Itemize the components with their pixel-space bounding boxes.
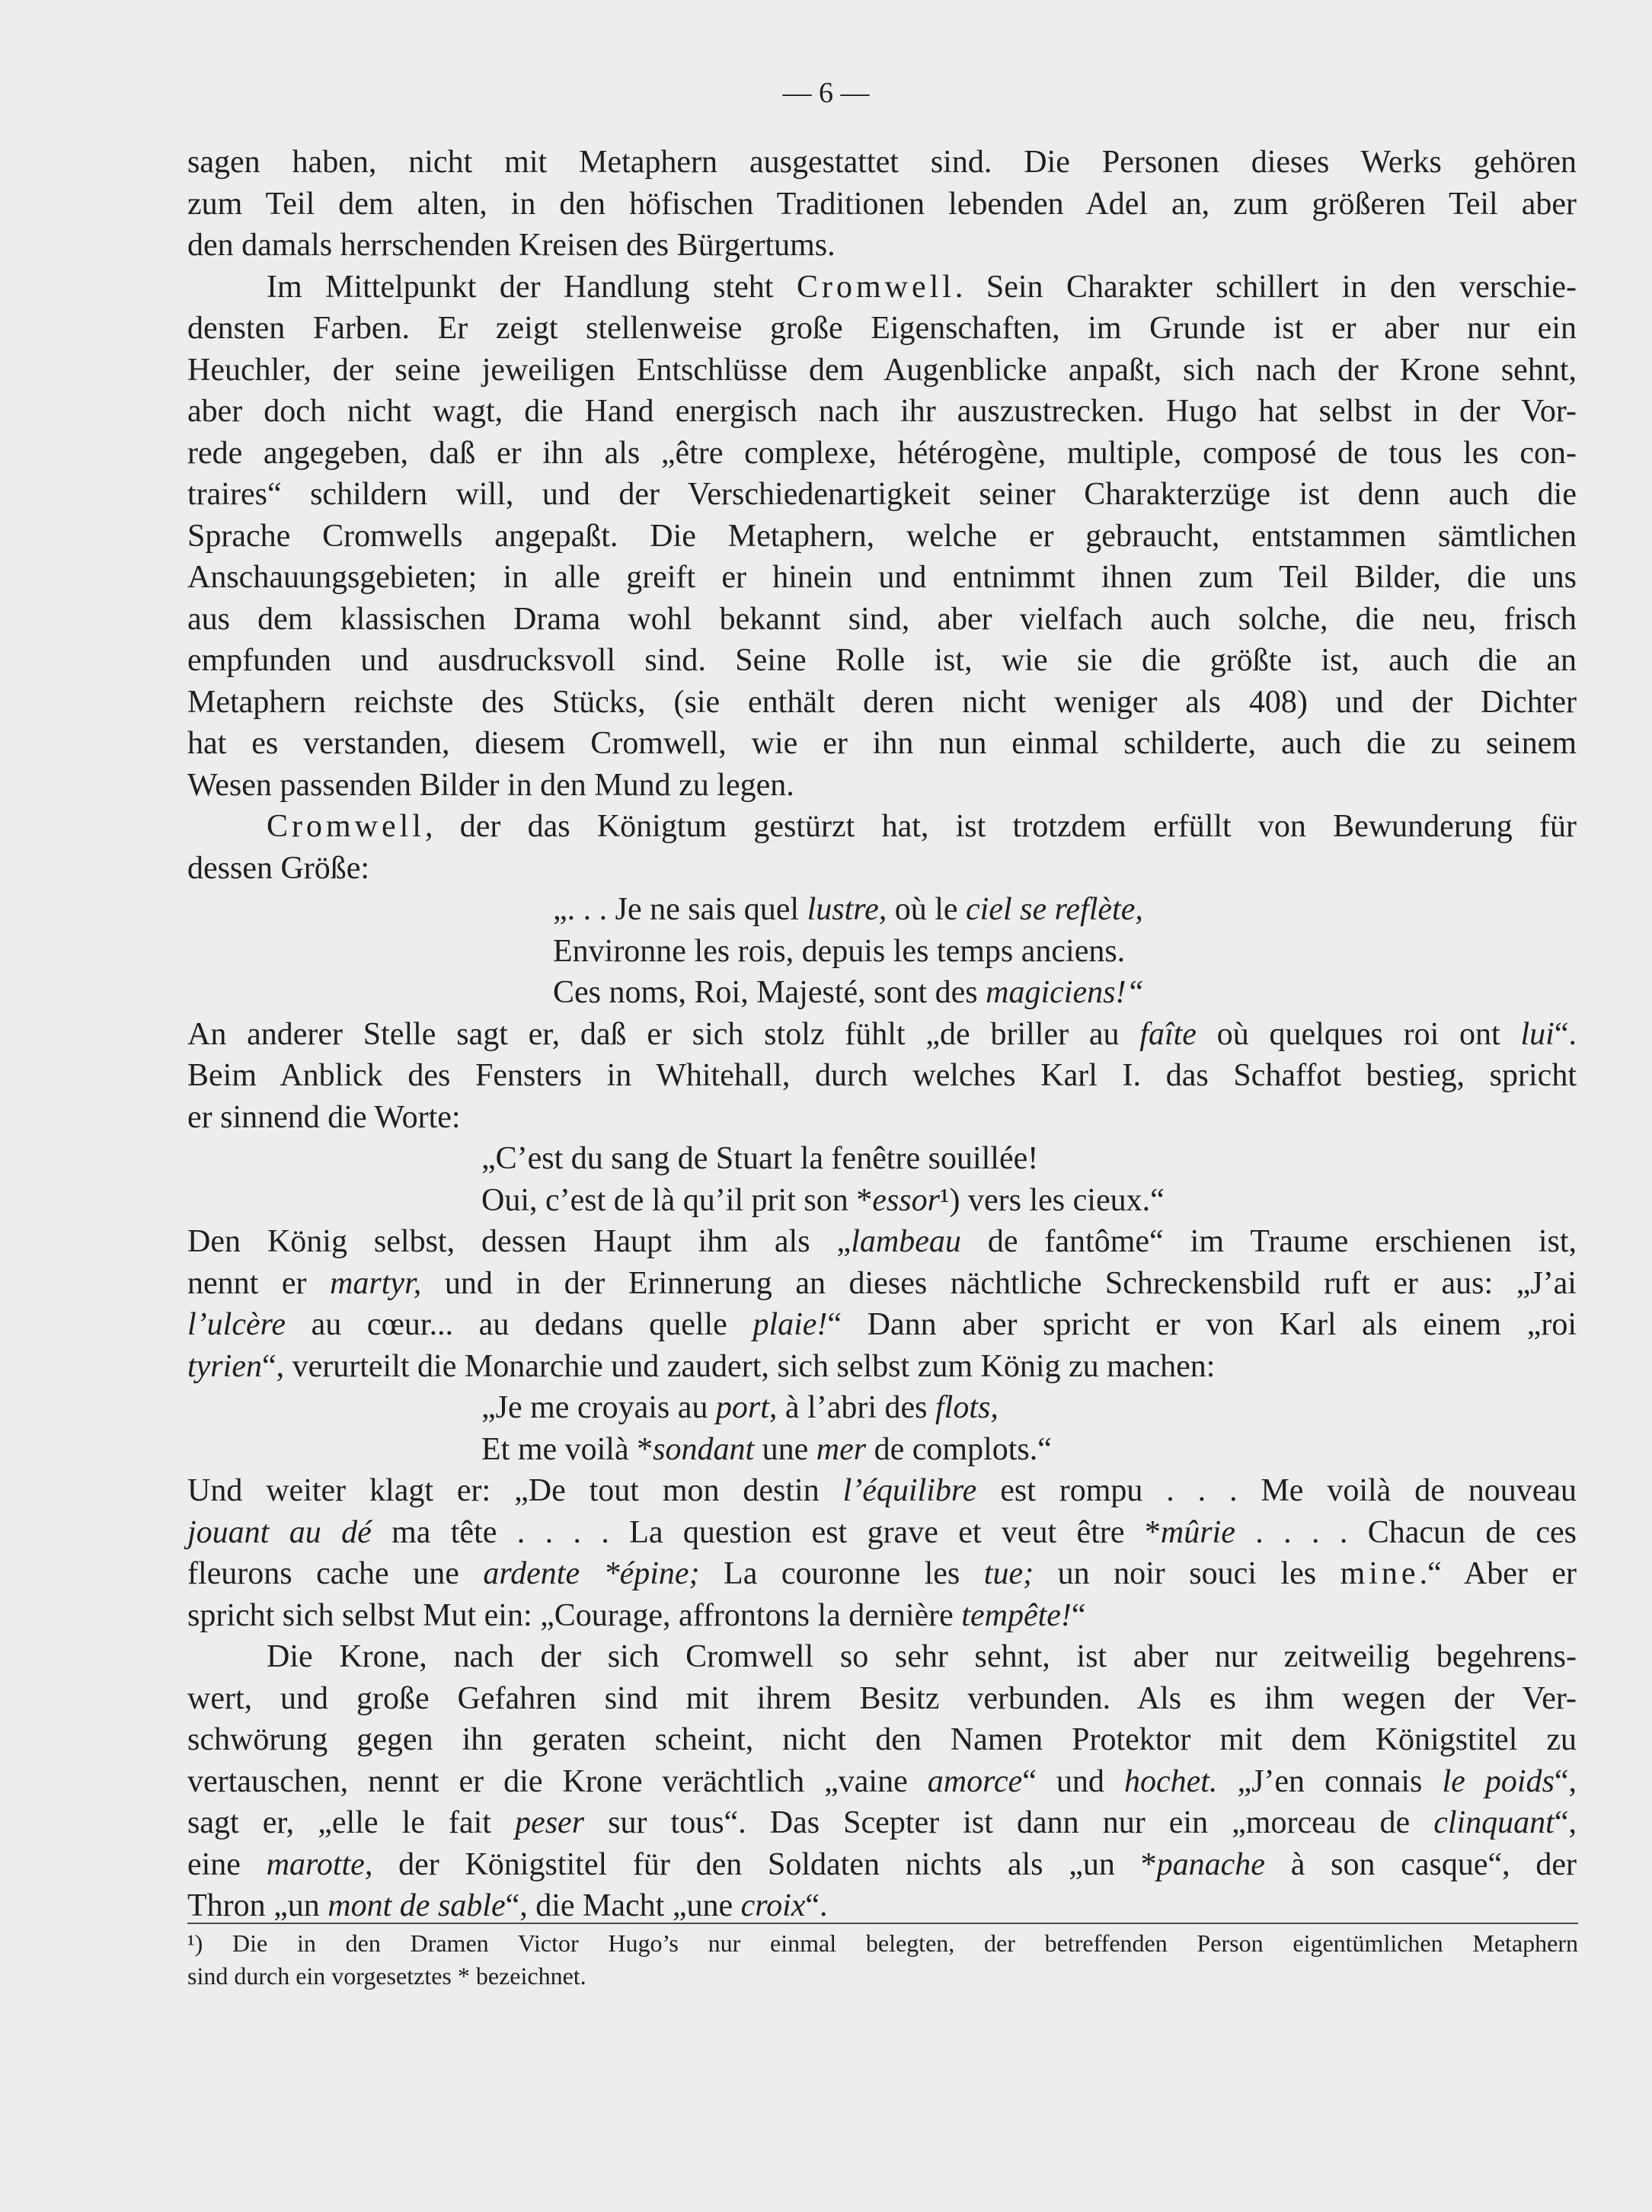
verse-line: „. . . Je ne sais quel lustre, où le ciel se reflète, [553,892,1143,927]
text-line: Beim Anblick des Fensters in Whitehall, durch welches Karl I. das Schaffot bestieg, spricht [187,1058,1577,1093]
body-text [187,142,1577,1927]
text-line: Die Krone, nach der sich Cromwell so sehr sehnt, ist aber nur zeitweilig begehrens- [267,1639,1577,1674]
footnote [187,1927,1578,1993]
verse-line: „Je me croyais au port, à l’abri des flots, [481,1390,999,1425]
text-line: traires“ schildern will, und der Verschiedenartigkeit seiner Charakterzüge ist denn auch die [187,477,1577,512]
text-line: jouant au dé ma tête . . . . La question est grave et veut être *mûrie . . . . Chacun de ces [187,1514,1577,1550]
text-line: Metaphern reichste des Stücks, (sie enthält deren nicht weniger als 408) und der Dichter [187,684,1577,720]
text-line: Den König selbst, dessen Haupt ihm als „lambeau de fantôme“ im Traume erschienen ist, [187,1224,1577,1259]
text-line: Sprache Cromwells angepaßt. Die Metaphern, welche er gebraucht, entstammen sämtlichen [187,518,1577,554]
text-line: nennt er martyr, und in der Erinnerung an dieses nächtliche Schreckensbild ruft er aus: „J’ai [187,1265,1577,1301]
text-line: Und weiter klagt er: „De tout mon destin l’équilibre est rompu . . . Me voilà de nouveau [187,1473,1577,1508]
verse-line: Ces noms, Roi, Majesté, sont des magiciens!“ [553,975,1144,1010]
footnote-divider [187,1923,1578,1924]
text-line: densten Farben. Er zeigt stellenweise große Eigenschaften, im Grunde ist er aber nur ein [187,311,1577,346]
text-line: aber doch nicht wagt, die Hand energisch nach ihr auszustrecken. Hugo hat selbst in der Vor- [187,394,1577,429]
text-line: er sinnend die Worte: [187,1099,461,1135]
text-line: Heuchler, der seine jeweiligen Entschlüsse dem Augenblicke anpaßt, sich nach der Krone sehnt, [187,352,1577,388]
text-line: Wesen passenden Bilder in den Mund zu legen. [187,767,794,803]
text-line: zum Teil dem alten, in den höfischen Traditionen lebenden Adel an, zum größeren Teil aber [187,186,1577,222]
text-line: Cromwell, der das Königtum gestürzt hat, ist trotzdem erfüllt von Bewunderung für [267,809,1577,844]
text-line: vertauschen, nennt er die Krone verächtlich „vaine amorce“ und hochet. „J’en connais le poids“, [187,1763,1577,1799]
text-line: dessen Größe: [187,850,370,886]
footnote-line: ¹) Die in den Dramen Victor Hugo’s nur einmal belegten, der betreffenden Person eigentümlichen Metaphern [187,1929,1578,1957]
text-line: l’ulcère au cœur... au dedans quelle plaie!“ Dann aber spricht er von Karl als einem „roi [187,1307,1577,1342]
verse-line: Environne les rois, depuis les temps anciens. [553,933,1126,969]
text-line: hat es verstanden, diesem Cromwell, wie er ihn nun einmal schilderte, auch die zu seinem [187,726,1577,761]
page-number: — 6 — [782,77,870,109]
text-line: tyrien“, verurteilt die Monarchie und zaudert, sich selbst zum König zu machen: [187,1348,1216,1384]
text-line: empfunden und ausdrucksvoll sind. Seine Rolle ist, wie sie die größte ist, auch die an [187,643,1577,678]
footnote-line: sind durch ein vorgesetztes * bezeichnet. [187,1962,586,1990]
text-line: aus dem klassischen Drama wohl bekannt sind, aber vielfach auch solche, die neu, frisch [187,601,1577,637]
text-line: fleurons cache une ardente *épine; La couronne les tue; un noir souci les mine.“ Aber er [187,1556,1577,1591]
verse-line: Oui, c’est de là qu’il prit son *essor¹) vers les cieux.“ [481,1182,1165,1218]
text-line: eine marotte, der Königstitel für den Soldaten nichts als „un *panache à son casque“, der [187,1846,1577,1882]
text-line: schwörung gegen ihn geraten scheint, nicht den Namen Protektor mit dem Königstitel zu [187,1722,1577,1757]
text-line: sagen haben, nicht mit Metaphern ausgestattet sind. Die Personen dieses Werks gehören [187,145,1577,180]
text-line: Im Mittelpunkt der Handlung steht Cromwell. Sein Charakter schillert in den verschie- [267,269,1577,305]
verse-line: „C’est du sang de Stuart la fenêtre souillée! [481,1141,1039,1176]
text-line: sagt er, „elle le fait peser sur tous“. Das Scepter ist dann nur ein „morceau de clinquant“, [187,1805,1577,1840]
text-line: An anderer Stelle sagt er, daß er sich stolz fühlt „de briller au faîte où quelques roi ont lui“. [187,1016,1577,1052]
verse-line: Et me voilà *sondant une mer de complots.“ [481,1431,1052,1467]
text-line: rede angegeben, daß er ihn als „être complexe, hétérogène, multiple, composé de tous les con- [187,435,1577,471]
text-line: wert, und große Gefahren sind mit ihrem Besitz verbunden. Als es ihm wegen der Ver- [187,1680,1577,1716]
text-line: spricht sich selbst Mut ein: „Courage, affrontons la dernière tempête!“ [187,1597,1086,1633]
text-line: den damals herrschenden Kreisen des Bürgertums. [187,228,836,263]
text-line: Anschauungsgebieten; in alle greift er hinein und entnimmt ihnen zum Teil Bilder, die uns [187,560,1577,595]
text-line: Thron „un mont de sable“, die Macht „une croix“. [187,1888,828,1923]
